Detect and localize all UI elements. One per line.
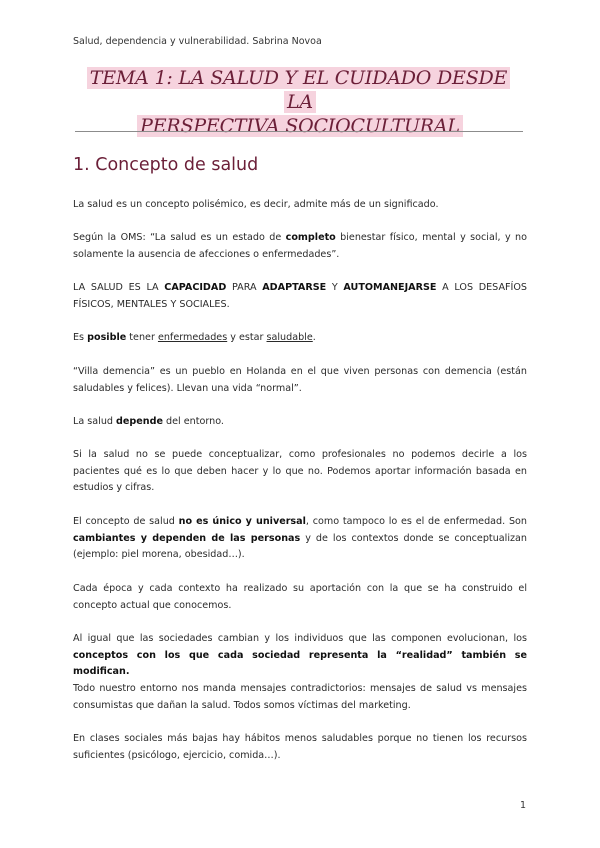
underlined-run: enfermedades [157, 332, 228, 343]
text-run: La salud [73, 416, 117, 427]
text-run: del entorno. [163, 416, 224, 427]
paragraph-12: En clases sociales más bajas hay hábitos menos saludables porque no tienen los recursos suficientes (psicólogo, ejercicio, comida…). [73, 733, 527, 761]
text-run: A LOS DESAFÍOS FÍSICOS, MENTALES Y SOCIALES. [73, 282, 527, 310]
text-run: LA SALUD ES LA [73, 282, 165, 293]
bold-run: depende [116, 416, 163, 427]
text-run: El concepto de salud [73, 516, 179, 527]
bold-run: no es único y universal [178, 516, 306, 527]
text-run: . [312, 332, 316, 343]
paragraph-5: “Villa demencia” es un pueblo en Holanda en el que viven personas con demencia (están saludables y felices). Llevan una vida “normal”. [73, 366, 527, 394]
document-title [73, 66, 527, 138]
underlined-run: saludable [266, 332, 313, 343]
title-line-2: PERSPECTIVA SOCIOCULTURAL [137, 115, 463, 137]
bold-run: completo [285, 232, 336, 243]
paragraph-4 [73, 330, 527, 347]
paragraph-2 [73, 230, 527, 263]
section-heading: 1. Concepto de salud [73, 155, 259, 175]
paragraph-10 [73, 631, 527, 681]
paragraph-6 [73, 414, 527, 431]
paragraph-3 [73, 280, 527, 313]
text-run: Es [73, 332, 88, 343]
paragraph-9: Cada época y cada contexto ha realizado su aportación con la que se ha construido el concepto actual que conocemos. [73, 583, 527, 611]
text-run: , como tampoco lo es el de enfermedad. Son [305, 516, 527, 527]
text-run: tener [126, 332, 158, 343]
text-run: bienestar físico, mental y social, y no solamente la ausencia de afecciones o enfermedades”. [73, 232, 527, 260]
bold-run: posible [87, 332, 127, 343]
paragraph-1: La salud es un concepto polisémico, es decir, admite más de un significado. [73, 199, 439, 210]
text-run: y de los contextos donde se conceptualizan (ejemplo: piel morena, obesidad…). [73, 532, 527, 560]
paragraph-7: Si la salud no se puede conceptualizar, como profesionales no podemos decirle a los pacientes qué es lo que deben hacer y lo que no. Podemos aportar información basada en estudios y cifras. [73, 449, 527, 493]
text-run: PARA [226, 282, 263, 293]
text-run: Y [326, 282, 344, 293]
running-header: Salud, dependencia y vulnerabilidad. Sabrina Novoa [73, 36, 322, 47]
bold-run: AUTOMANEJARSE [343, 282, 437, 293]
paragraph-8 [73, 514, 527, 564]
text-run: y estar [227, 332, 267, 343]
bold-run: ADAPTARSE [262, 282, 327, 293]
title-line-1: TEMA 1: LA SALUD Y EL CUIDADO DESDE LA [87, 67, 510, 113]
bold-run: CAPACIDAD [164, 282, 227, 293]
paragraph-11: Todo nuestro entorno nos manda mensajes contradictorios: mensajes de salud vs mensajes consumistas que dañan la salud. Todos somos víctimas del marketing. [73, 683, 527, 711]
page-number: 1 [520, 800, 527, 811]
text-run: Al igual que las sociedades cambian y los individuos que las componen evolucionan, los [73, 633, 527, 644]
bold-run: conceptos con los que cada sociedad representa la “realidad” también se modifican. [73, 649, 527, 677]
bold-run: cambiantes y dependen de las personas [73, 532, 301, 544]
title-divider [75, 131, 523, 132]
text-run: Según la OMS: “La salud es un estado de [73, 232, 286, 243]
